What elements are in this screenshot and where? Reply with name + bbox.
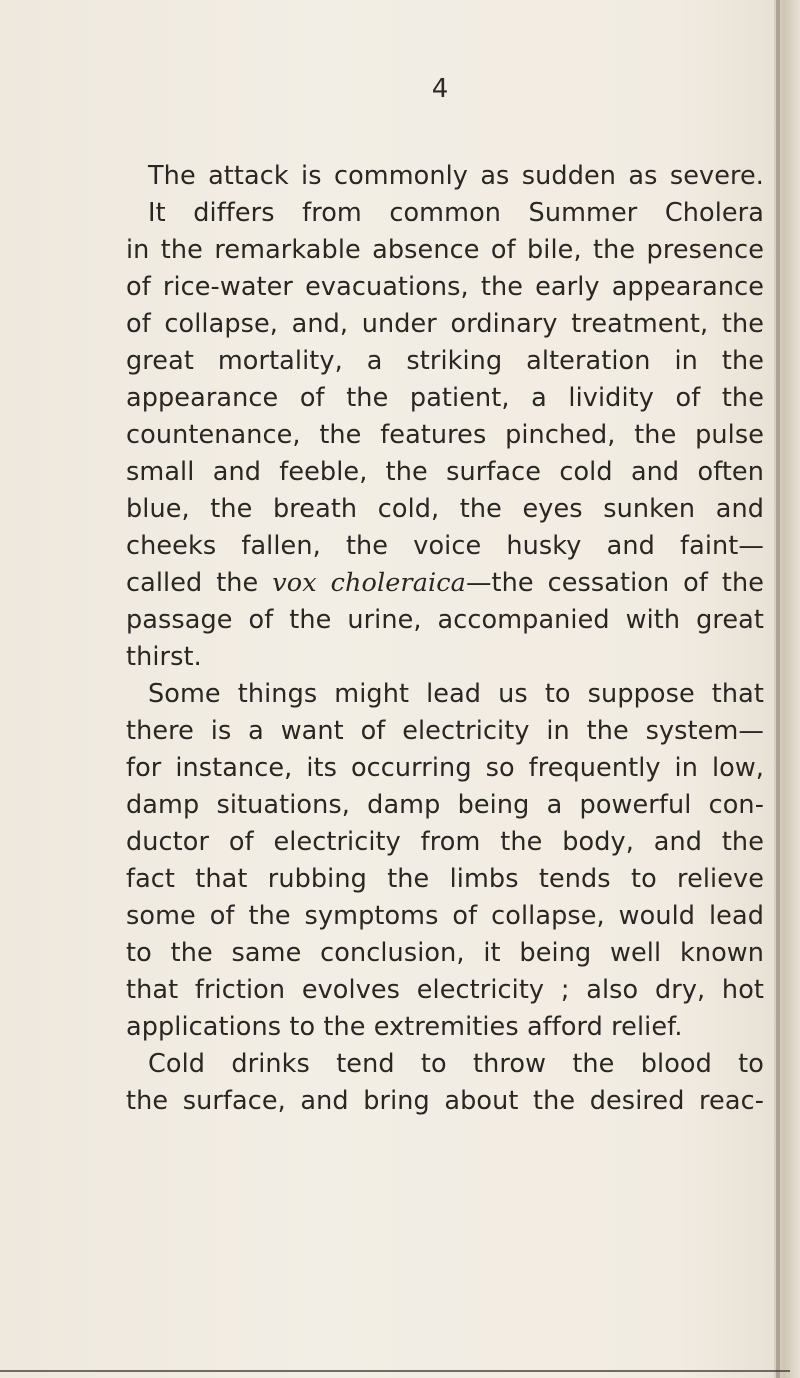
text-line (126, 565, 764, 602)
text-line: small and feeble, the surface cold and often (126, 457, 764, 487)
text-line: for instance, its occurring so frequently in low, (126, 753, 764, 783)
text-line: Some things might lead us to suppose that (148, 679, 764, 709)
text-line: to the same conclusion, it being well known (126, 938, 764, 968)
text-line: ductor of electricity from the body, and the (126, 827, 764, 857)
text-line: thirst. (126, 642, 202, 672)
text-line: damp situations, damp being a powerful con- (126, 790, 764, 820)
text-line: of collapse, and, under ordinary treatment, the (126, 309, 764, 339)
text-fragment: —the cessation of the (465, 568, 764, 598)
text-line: some of the symptoms of collapse, would lead (126, 901, 764, 931)
text-line: The attack is commonly as sudden as severe. (148, 161, 764, 191)
text-line: there is a want of electricity in the system— (126, 716, 764, 746)
text-line: in the remarkable absence of bile, the presence (126, 235, 764, 265)
text-line: It differs from common Summer Cholera (148, 198, 764, 228)
page-bottom-edge (0, 1370, 790, 1372)
text-line: passage of the urine, accompanied with great (126, 605, 764, 635)
text-line: Cold drinks tend to throw the blood to (148, 1049, 764, 1079)
text-line: blue, the breath cold, the eyes sunken and (126, 494, 764, 524)
text-line: cheeks fallen, the voice husky and faint— (126, 531, 764, 561)
text-line: fact that rubbing the limbs tends to relieve (126, 864, 764, 894)
latin-term: vox choleraica (272, 568, 466, 598)
text-line: countenance, the features pinched, the pulse (126, 420, 764, 450)
text-line: the surface, and bring about the desired reac- (126, 1086, 764, 1116)
page-edge-shadow (776, 0, 780, 1378)
page-number: 4 (431, 74, 449, 104)
text-line: appearance of the patient, a lividity of the (126, 383, 764, 413)
text-line: applications to the extremities afford relief. (126, 1012, 683, 1042)
body-text (126, 158, 764, 1120)
text-fragment: called the (126, 568, 273, 598)
text-line: great mortality, a striking alteration in the (126, 346, 764, 376)
text-line: that friction evolves electricity ; also dry, hot (126, 975, 764, 1005)
text-line: of rice-water evacuations, the early appearance (126, 272, 764, 302)
